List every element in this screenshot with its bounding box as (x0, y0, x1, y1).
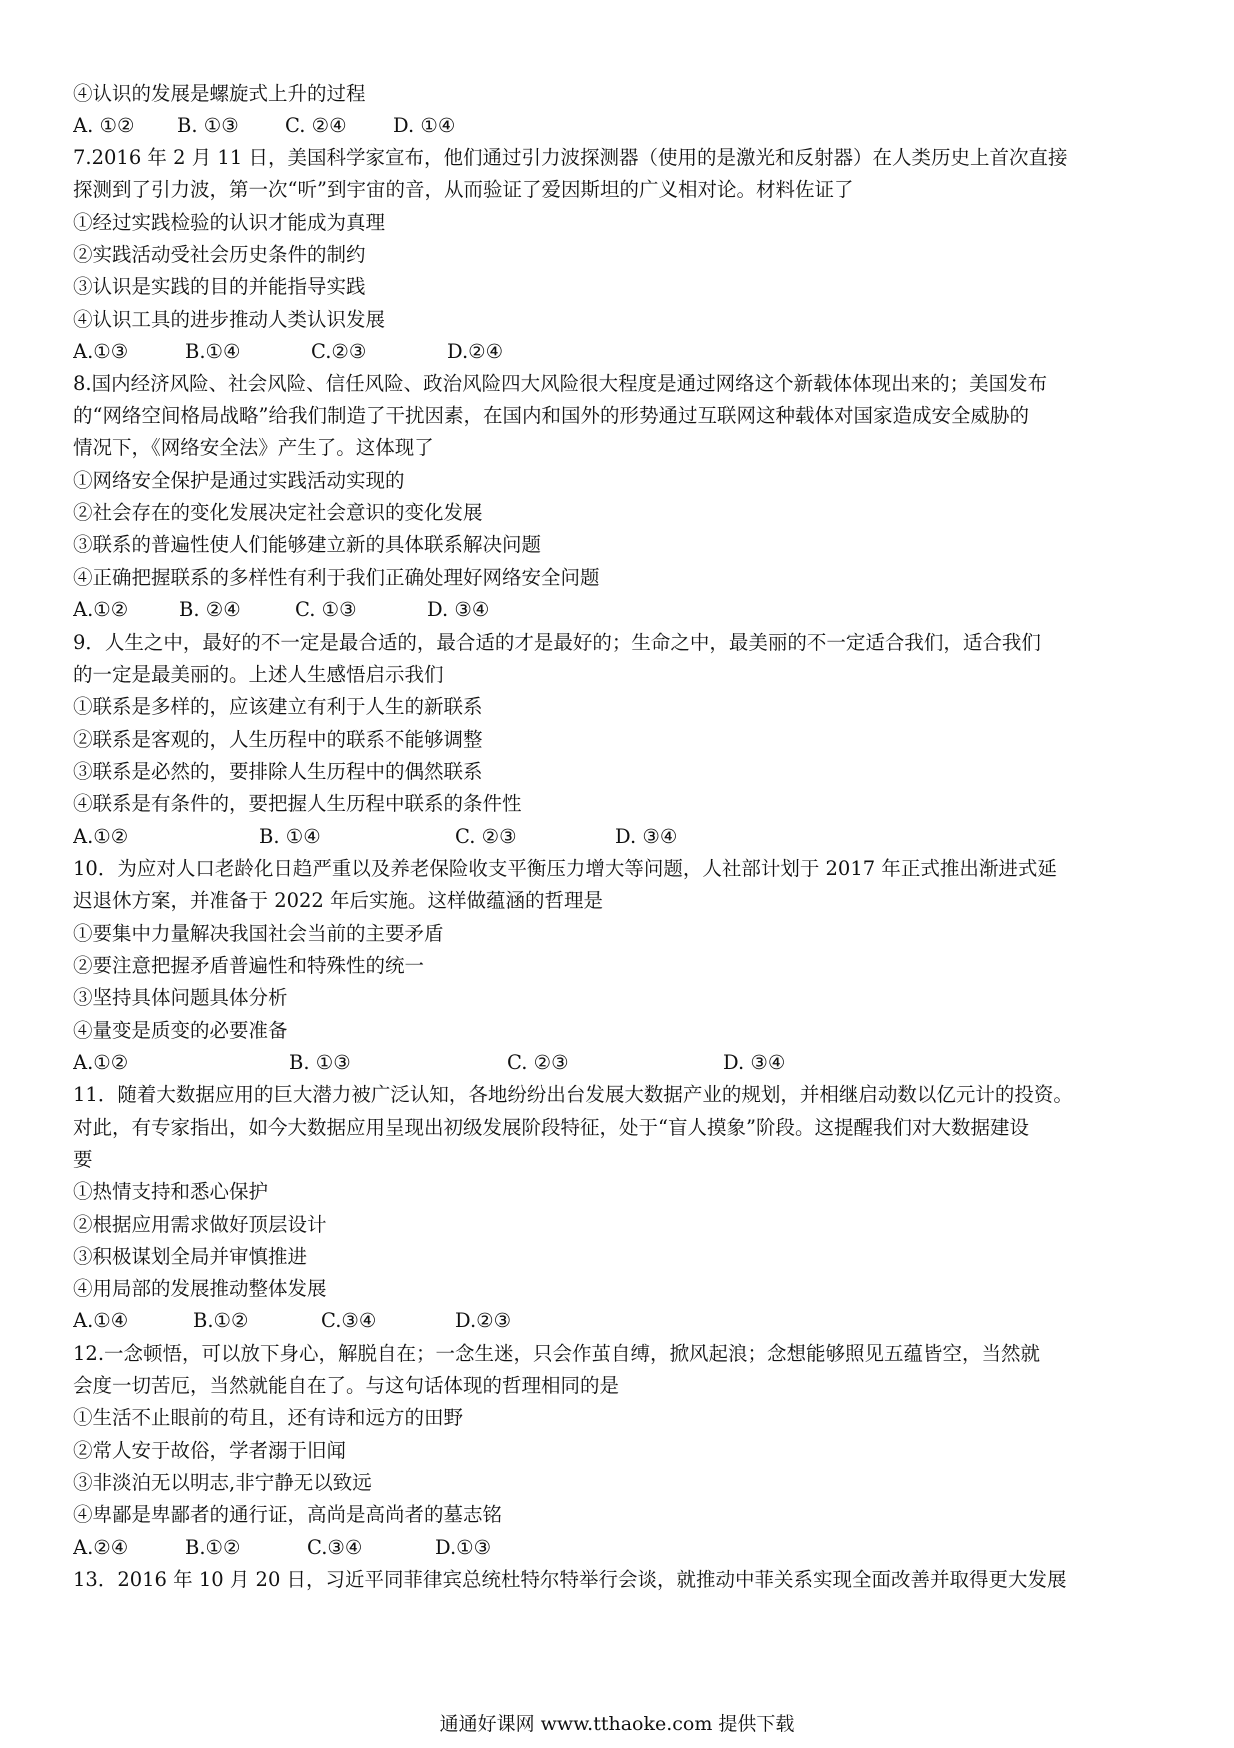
q8-stem-line-1: 8.国内经济风险、社会风险、信任风险、政治风险四大风险很大程度是通过网络这个新载体体现出来的；美国发布 (73, 372, 1048, 395)
q10-option-d: D. ③④ (723, 1051, 786, 1074)
q11-stem-line-1: 11．随着大数据应用的巨大潜力被广泛认知，各地纷纷出台发展大数据产业的规划，并相继启动数以亿元计的投资。 (73, 1083, 1073, 1106)
q6-choice-4: ④认识的发展是螺旋式上升的过程 (73, 82, 366, 105)
q10-option-b: B. ①③ (289, 1051, 351, 1074)
q8-option-d: D. ③④ (427, 598, 490, 621)
q8-option-c: C. ①③ (295, 598, 357, 621)
q9-option-a: A.①② (73, 825, 129, 848)
q8-choice-4: ④正确把握联系的多样性有利于我们正确处理好网络安全问题 (73, 566, 600, 589)
q12-choice-4: ④卑鄙是卑鄙者的通行证，高尚是高尚者的墓志铭 (73, 1503, 503, 1526)
q9-option-c: C. ②③ (455, 825, 517, 848)
q11-choice-2: ②根据应用需求做好顶层设计 (73, 1213, 327, 1236)
q7-stem-line-1: 7.2016 年 2 月 11 日，美国科学家宣布，他们通过引力波探测器（使用的是激光和反射器）在人类历史上首次直接 (73, 146, 1068, 169)
q10-options (73, 1051, 1163, 1075)
q9-choice-1: ①联系是多样的，应该建立有利于人生的新联系 (73, 695, 483, 718)
q7-choice-3: ③认识是实践的目的并能指导实践 (73, 275, 366, 298)
q12-choice-1: ①生活不止眼前的苟且，还有诗和远方的田野 (73, 1406, 464, 1429)
q8-choice-3: ③联系的普遍性使人们能够建立新的具体联系解决问题 (73, 533, 542, 556)
q10-choice-2: ②要注意把握矛盾普遍性和特殊性的统一 (73, 954, 425, 977)
q8-choice-2: ②社会存在的变化发展决定社会意识的变化发展 (73, 501, 483, 524)
q7-choice-1: ①经过实践检验的认识才能成为真理 (73, 211, 386, 234)
q7-options (73, 340, 1163, 364)
q12-choice-3: ③非淡泊无以明志,非宁静无以致远 (73, 1471, 372, 1494)
q9-option-b: B. ①④ (259, 825, 321, 848)
q9-choice-3: ③联系是必然的，要排除人生历程中的偶然联系 (73, 760, 483, 783)
page-footer: 通通好课网 www.tthaoke.com 提供下载 (439, 1713, 795, 1735)
q7-stem-line-2: 探测到了引力波，第一次“听”到宇宙的音，从而验证了爱因斯坦的广义相对论。材料佐证了 (73, 178, 854, 201)
q6-options (73, 114, 1163, 138)
q7-option-c: C.②③ (311, 340, 367, 363)
q8-stem-line-2: 的“网络空间格局战略”给我们制造了干扰因素，在国内和国外的形势通过互联网这种载体对国家造成安全威胁的 (73, 404, 1029, 427)
q11-choice-1: ①热情支持和悉心保护 (73, 1180, 269, 1203)
q8-option-a: A.①② (73, 598, 129, 621)
q12-option-a: A.②④ (73, 1536, 129, 1559)
q8-choice-1: ①网络安全保护是通过实践活动实现的 (73, 469, 405, 492)
q9-stem-line-1: 9．人生之中，最好的不一定是最合适的，最合适的才是最好的；生命之中，最美丽的不一定适合我们，适合我们 (73, 631, 1041, 654)
q9-stem-line-2: 的一定是最美丽的。上述人生感悟启示我们 (73, 663, 444, 686)
q11-stem-line-3: 要 (73, 1148, 93, 1171)
q9-choice-2: ②联系是客观的，人生历程中的联系不能够调整 (73, 728, 483, 751)
q11-option-d: D.②③ (455, 1309, 512, 1332)
q12-choice-2: ②常人安于故俗，学者溺于旧闻 (73, 1439, 347, 1462)
q6-option-b: B. ①③ (177, 114, 239, 137)
q8-options (73, 598, 1163, 622)
q13-stem-line-1: 13．2016 年 10 月 20 日，习近平同菲律宾总统杜特尔特举行会谈，就推动中菲关系实现全面改善并取得更大发展 (73, 1568, 1067, 1591)
q7-option-d: D.②④ (447, 340, 504, 363)
q12-stem-line-1: 12.一念顿悟，可以放下身心，解脱自在；一念生迷，只会作茧自缚，掀风起浪；念想能够照见五蕴皆空，当然就 (73, 1342, 1041, 1365)
q8-stem-line-3: 情况下，《网络安全法》产生了。这体现了 (73, 436, 434, 459)
q10-option-c: C. ②③ (507, 1051, 569, 1074)
q10-option-a: A.①② (73, 1051, 129, 1074)
q12-option-c: C.③④ (307, 1536, 363, 1559)
q11-option-c: C.③④ (321, 1309, 377, 1332)
q6-option-d: D. ①④ (393, 114, 456, 137)
q10-stem-line-1: 10．为应对人口老龄化日趋严重以及养老保险收支平衡压力增大等问题，人社部计划于 2017 年正式推出渐进式延 (73, 857, 1057, 880)
q10-stem-line-2: 迟退休方案，并准备于 2022 年后实施。这样做蕴涵的哲理是 (73, 889, 604, 912)
q10-choice-4: ④量变是质变的必要准备 (73, 1019, 288, 1042)
q11-option-b: B.①② (193, 1309, 249, 1332)
q9-option-d: D. ③④ (615, 825, 678, 848)
q12-options (73, 1536, 1163, 1560)
q6-option-a: A. ①② (73, 114, 135, 137)
q12-option-d: D.①③ (435, 1536, 492, 1559)
q11-option-a: A.①④ (73, 1309, 129, 1332)
q7-choice-2: ②实践活动受社会历史条件的制约 (73, 243, 366, 266)
q7-option-a: A.①③ (73, 340, 129, 363)
q9-choice-4: ④联系是有条件的，要把握人生历程中联系的条件性 (73, 792, 522, 815)
q8-option-b: B. ②④ (179, 598, 241, 621)
q6-option-c: C. ②④ (285, 114, 347, 137)
q12-stem-line-2: 会度一切苦厄，当然就能自在了。与这句话体现的哲理相同的是 (73, 1374, 620, 1397)
q9-options (73, 825, 1163, 849)
q12-option-b: B.①② (185, 1536, 241, 1559)
q11-choice-3: ③积极谋划全局并审慎推进 (73, 1245, 308, 1268)
q10-choice-1: ①要集中力量解决我国社会当前的主要矛盾 (73, 922, 444, 945)
q7-choice-4: ④认识工具的进步推动人类认识发展 (73, 308, 386, 331)
q11-stem-line-2: 对此，有专家指出，如今大数据应用呈现出初级发展阶段特征，处于“盲人摸象”阶段。这提醒我们对大数据建设 (73, 1116, 1029, 1139)
q11-options (73, 1309, 1163, 1333)
q7-option-b: B.①④ (185, 340, 241, 363)
q10-choice-3: ③坚持具体问题具体分析 (73, 986, 288, 1009)
q11-choice-4: ④用局部的发展推动整体发展 (73, 1277, 327, 1300)
